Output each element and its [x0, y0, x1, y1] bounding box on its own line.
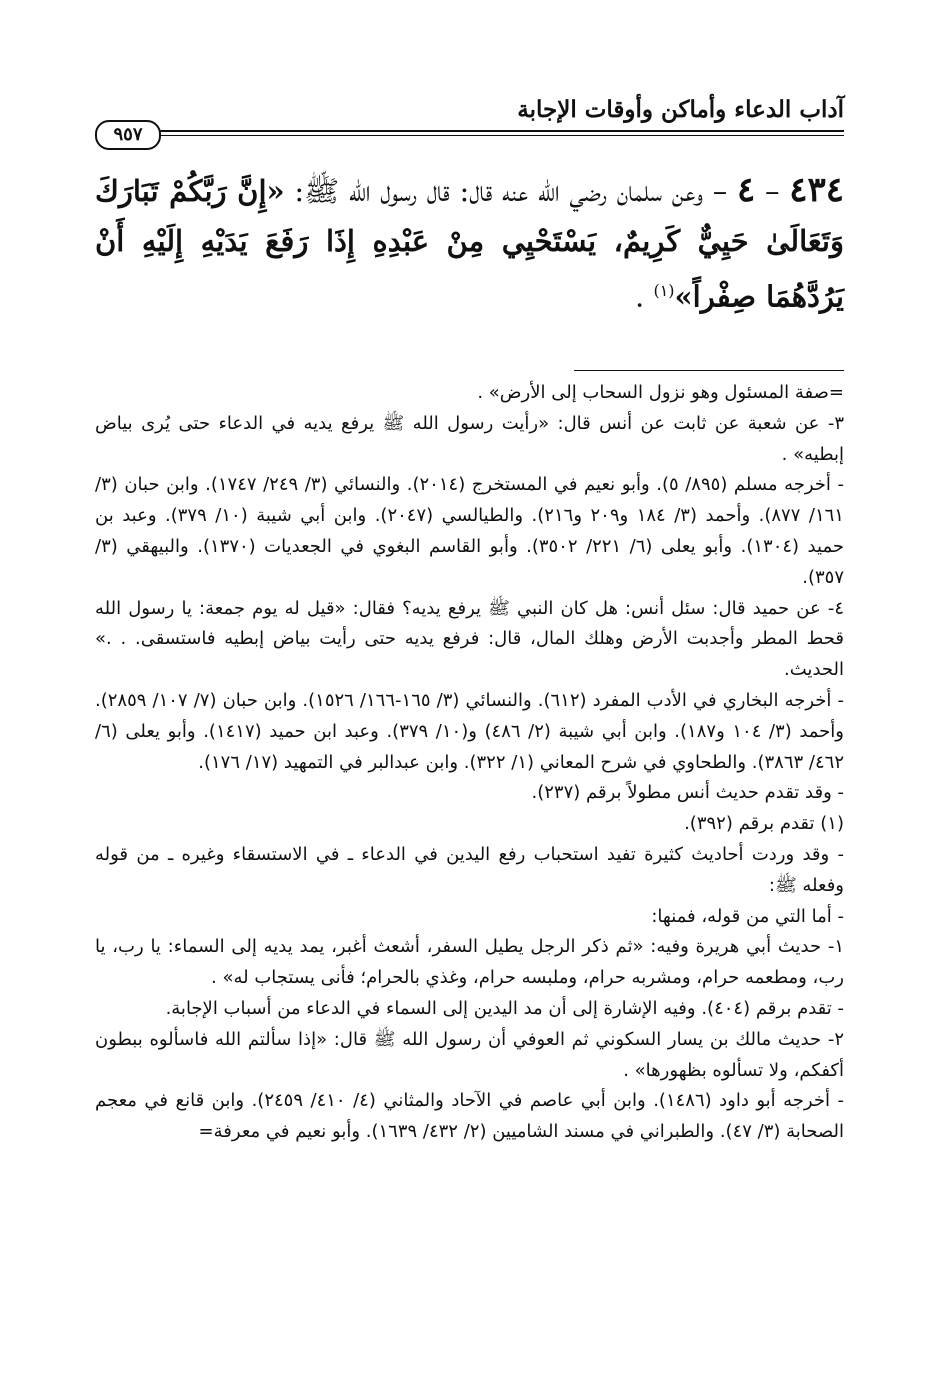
footnote-paragraph: (١) تقدم برقم (٣٩٢).	[684, 813, 844, 835]
hadith-quote: «إِنَّ رَبَّكُمْ تَبَارَكَ وَتَعَالَىٰ حَيِيٌّ كَرِيمٌ، يَسْتَحْيِي مِنْ عَبْدِهِ إِذَا رَفَعَ يَدَيْهِ إِلَيْهِ أَنْ يَرُدَّهُمَا صِفْراً»	[95, 174, 844, 314]
footnote-paragraph: - أما التي من قوله، فمنها:	[651, 905, 844, 927]
running-title: آداب الدعاء وأماكن وأوقات الإجابة	[517, 96, 844, 123]
header-rule-thin	[150, 135, 844, 136]
hadith-sub-number: ٤	[736, 170, 756, 210]
footnote-paragraph: - أخرجه مسلم (٨٩٥/ ٥). وأبو نعيم في المستخرج (٢٠١٤). والنسائي (٣/ ٢٤٩/ ١٧٤٧). وابن حبان (٣/ ١٦١/ ٨٧٧). وأحمد (٣/ ١٨٤ و٢٠٩ و٢١٦). والطيالسي (٢٠٤٧). وابن أبي شيبة (١٠/ ٣٧٩). وعبد بن حميد (١٣٠٤). وأبو يعلى (٦/ ٢٢١/ ٣٥٠٢). وأبو القاسم البغوي في الجعديات (١٣٧٠). والبيهقي (٣/ ٣٥٧).	[95, 474, 844, 588]
footnote-paragraph: - أخرجه أبو داود (١٤٨٦). وابن أبي عاصم في الآحاد والمثاني (٤/ ٤١٠/ ٢٤٥٩). وابن قانع في معجم الصحابة (٣/ ٤٧). والطبراني في مسند الشاميين (٢/ ٤٣٢/ ١٦٣٩). وأبو نعيم في معرفة=	[95, 1090, 844, 1143]
footnote-paragraph: ٢- حديث مالك بن يسار السكوني ثم العوفي أن رسول الله ﷺ قال: «إذا سألتم الله فاسألوه ببطون أكفكم، ولا تسألوه بظهورها» .	[95, 1028, 844, 1081]
footnote-separator	[574, 370, 844, 371]
hadith-number: ٤٣٤	[789, 170, 844, 210]
footnote-paragraph: - وقد وردت أحاديث كثيرة تفيد استحباب رفع اليدين في الدعاء ـ في الاستسقاء وغيره ـ من قوله وفعله ﷺ:	[95, 843, 844, 896]
hadith-end: .	[635, 279, 654, 314]
footnote-paragraph: - تقدم برقم (٤٠٤). وفيه الإشارة إلى أن مد اليدين إلى السماء في الدعاء من أسباب الإجابة.	[165, 997, 844, 1019]
header-rule	[150, 130, 844, 132]
footnote-paragraph: ٣- عن شعبة عن ثابت عن أنس قال: «رأيت رسول الله ﷺ يرفع يديه في الدعاء حتى يُرى بياض إبطيه» .	[95, 412, 844, 465]
page-number: ٩٥٧	[95, 120, 161, 150]
footnote-reference: (١)	[653, 281, 675, 300]
footnotes	[95, 378, 844, 1148]
hadith-block	[95, 165, 844, 322]
footnote-paragraph: - وقد تقدم حديث أنس مطولاً برقم (٢٣٧).	[531, 782, 844, 804]
hadith-dash: –	[755, 174, 790, 208]
footnote-paragraph: ٤- عن حميد قال: سئل أنس: هل كان النبي ﷺ يرفع يديه؟ فقال: «قيل له يوم جمعة: يا رسول الله قحط المطر وأجدبت الأرض وهلك المال، قال: فرفع يديه حتى رأيت بياض إبطيه فاستسقى. . .» الحديث.	[95, 597, 844, 681]
footnote-paragraph: - أخرجه البخاري في الأدب المفرد (٦١٢). والنسائي (٣/ ١٦٥-١٦٦/ ١٥٢٦). وابن حبان (٧/ ١٠٧/ ٢٨٥٩). وأحمد (٣/ ١٠٤ و١٨٧). وابن أبي شيبة (٢/ ٤٨٦) و(١٠/ ٣٧٩). وعبد ابن حميد (١٤١٧). وأبو يعلى (٦/ ٤٦٢/ ٣٨٦٣). والطحاوي في شرح المعاني (١/ ٣٢٢). وابن عبدالبر في التمهيد (١٧/ ١٧٦).	[95, 689, 845, 773]
hadith-intro: – وعن سلمان رضي الله عنه قال: قال رسول الله ﷺ:	[284, 174, 737, 208]
footnote-paragraph: =صفة المسئول وهو نزول السحاب إلى الأرض» .	[477, 382, 844, 403]
footnote-paragraph: ١- حديث أبي هريرة وفيه: «ثم ذكر الرجل يطيل السفر، أشعث أغبر، يمد يديه إلى السماء: يا رب، يا رب، ومطعمه حرام، ومشربه حرام، وملبسه حرام، وغذي بالحرام؛ فأنى يستجاب له» .	[95, 936, 844, 989]
